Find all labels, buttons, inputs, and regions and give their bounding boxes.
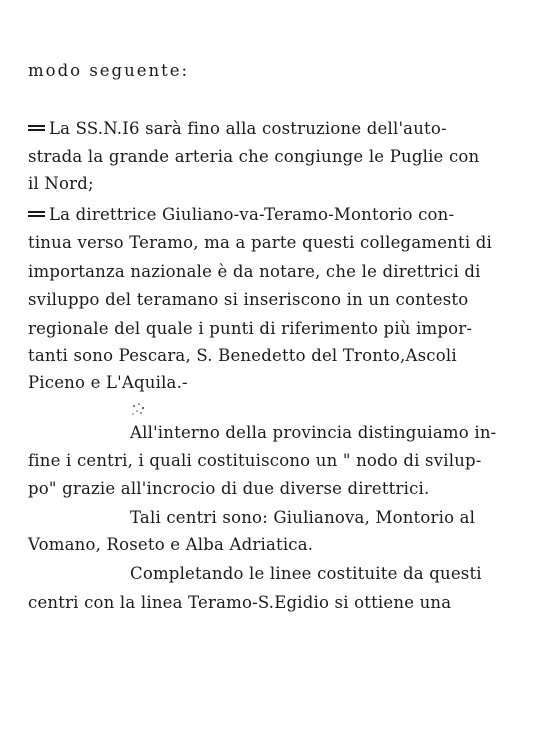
text-line: importanza nazionale è da notare, che le direttrici di [28,262,481,281]
text-line: Piceno e L'Aquila.- [28,373,188,392]
text-line [28,117,447,141]
text-line: Vomano, Roseto e Alba Adriatica. [28,535,314,554]
text-line: tinua verso Teramo, ma a parte questi collegamenti di [28,233,492,252]
text-line: All'interno della provincia distinguiamo in- [130,423,497,442]
text-line: centri con la linea Teramo-S.Egidio si ottiene una [28,593,452,612]
double-dash-bullet [28,211,45,217]
text-line-content: La SS.N.I6 sarà fino alla costruzione dell'auto- [49,119,447,138]
text-line: regionale del quale i punti di riferimento più impor- [28,319,473,338]
text-line: modo seguente: [28,61,190,80]
text-line [28,203,454,227]
text-line-content: La direttrice Giuliano-va-Teramo-Montorio con- [49,205,455,224]
text-line: sviluppo del teramano si inseriscono in un contesto [28,290,469,309]
ink-smudge-mark [128,398,150,420]
text-line: Completando le linee costituite da questi [130,564,482,583]
text-line: po" grazie all'incrocio di due diverse direttrici. [28,479,430,498]
double-dash-bullet [28,125,45,131]
text-line: il Nord; [28,174,94,193]
text-line: strada la grande arteria che congiunge le Puglie con [28,147,480,166]
text-line: tanti sono Pescara, S. Benedetto del Tronto,Ascoli [28,346,457,365]
text-line: fine i centri, i quali costituiscono un " nodo di svilup- [28,451,482,470]
text-line: Tali centri sono: Giulianova, Montorio al [130,508,476,527]
